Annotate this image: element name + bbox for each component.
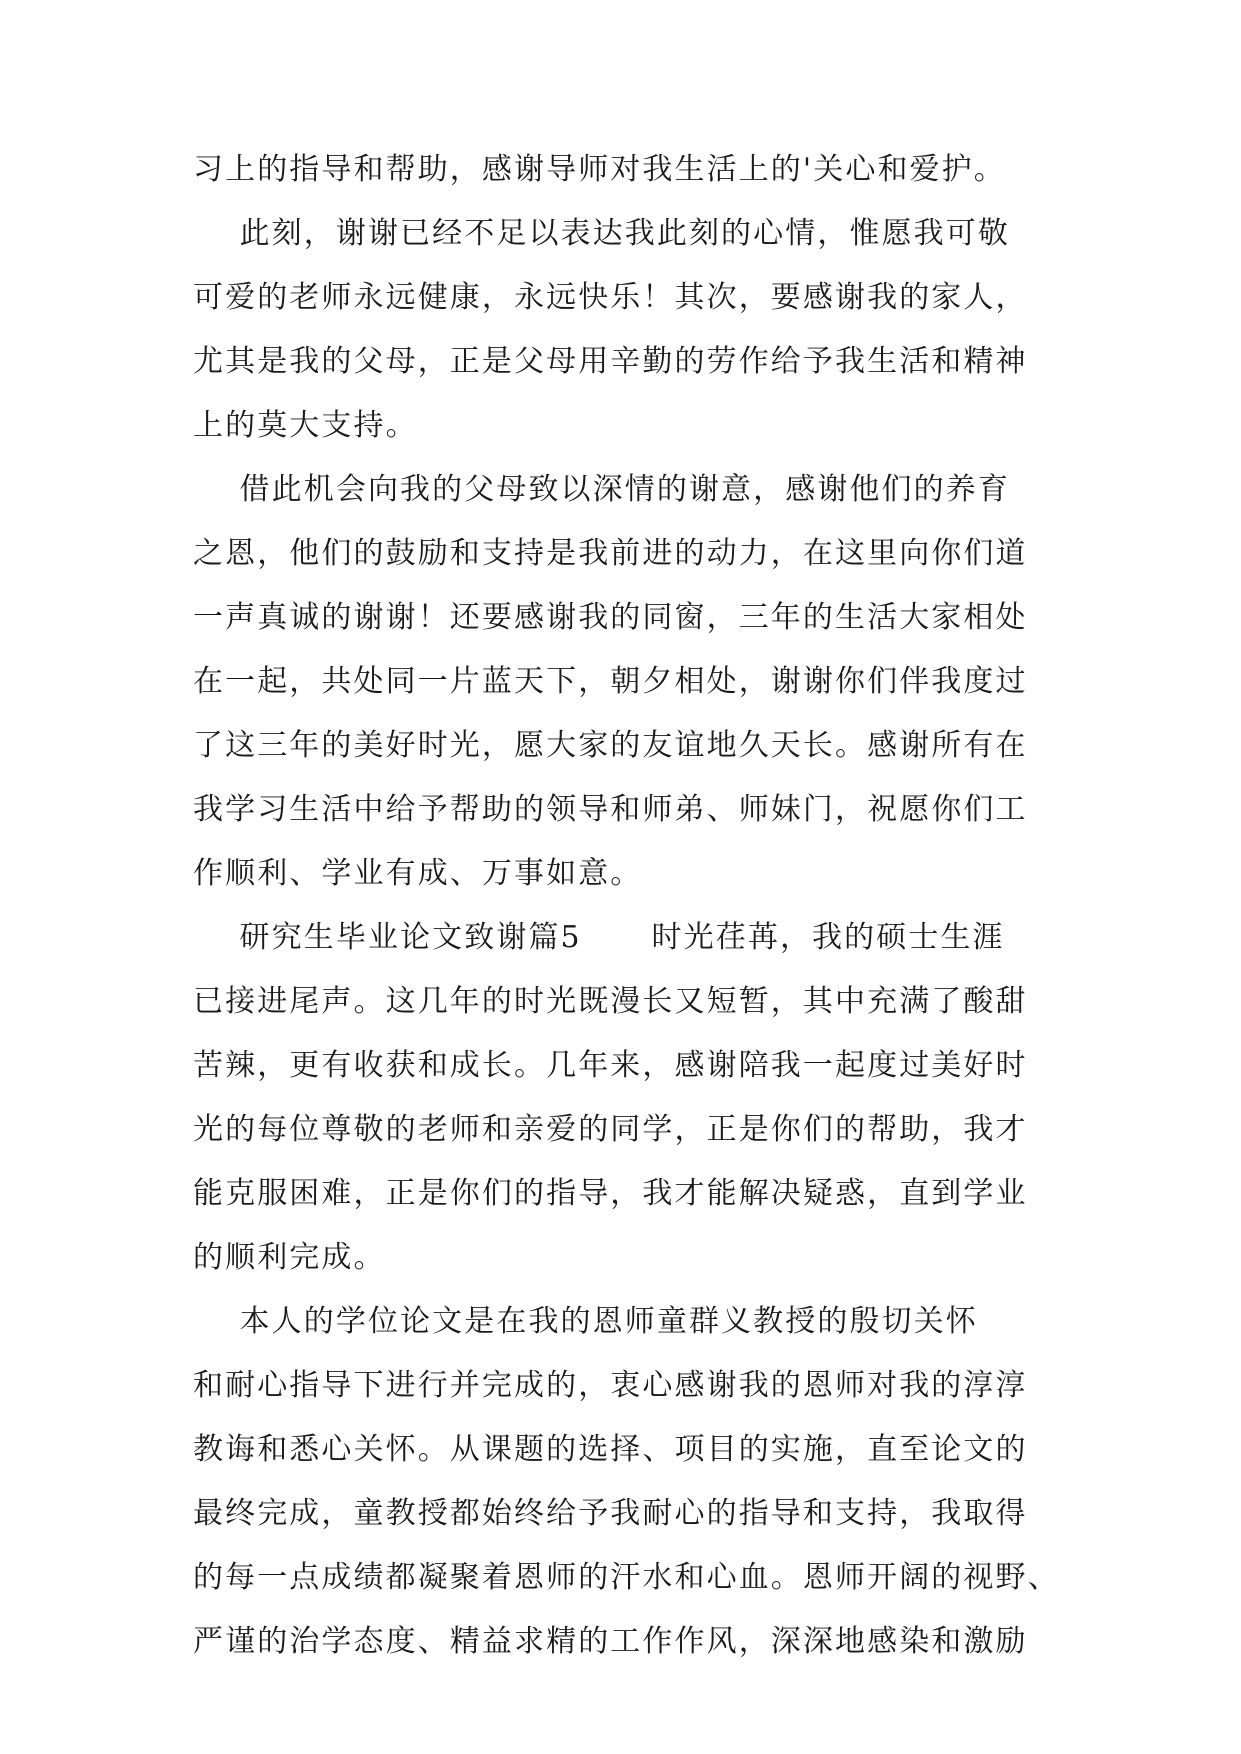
text-line: 已接进尾声。这几年的时光既漫长又短暂，其中充满了酸甜 bbox=[193, 984, 1028, 1019]
text-line: 光的每位尊敬的老师和亲爱的同学，正是你们的帮助，我才 bbox=[193, 1112, 1028, 1147]
text-line: 此刻，谢谢已经不足以表达我此刻的心情，惟愿我可敬 bbox=[193, 216, 1010, 251]
text-line: 了这三年的美好时光，愿大家的友谊地久天长。感谢所有在 bbox=[193, 728, 1028, 763]
text-line: 尤其是我的父母，正是父母用辛勤的劳作给予我生活和精神 bbox=[193, 344, 1028, 379]
text-line: 能克服困难，正是你们的指导，我才能解决疑惑，直到学业 bbox=[193, 1176, 1028, 1211]
text-line: 我学习生活中给予帮助的领导和师弟、师妹门，祝愿你们工 bbox=[193, 792, 1028, 827]
text-line: 教诲和悉心关怀。从课题的选择、项目的实施，直至论文的 bbox=[193, 1432, 1028, 1467]
text-line: 本人的学位论文是在我的恩师童群义教授的殷切关怀 bbox=[193, 1304, 978, 1339]
text-line: 最终完成，童教授都始终给予我耐心的指导和支持，我取得 bbox=[193, 1496, 1028, 1531]
text-line: 作顺利、学业有成、万事如意。 bbox=[193, 856, 643, 891]
text-line: 研究生毕业论文致谢篇5 时光荏苒，我的硕士生涯 bbox=[193, 920, 1005, 955]
text-line: 苦辣，更有收获和成长。几年来，感谢陪我一起度过美好时 bbox=[193, 1048, 1028, 1083]
text-line: 借此机会向我的父母致以深情的谢意，感谢他们的养育 bbox=[193, 472, 1010, 507]
text-line: 可爱的老师永远健康，永远快乐！其次，要感谢我的家人， bbox=[193, 280, 1028, 315]
text-line: 习上的指导和帮助，感谢导师对我生活上的'关心和爱护。 bbox=[193, 152, 1006, 187]
text-line: 严谨的治学态度、精益求精的工作作风，深深地感染和激励 bbox=[193, 1624, 1028, 1659]
text-line: 在一起，共处同一片蓝天下，朝夕相处，谢谢你们伴我度过 bbox=[193, 664, 1028, 699]
text-line: 上的莫大支持。 bbox=[193, 408, 418, 443]
text-line: 和耐心指导下进行并完成的，衷心感谢我的恩师对我的淳淳 bbox=[193, 1368, 1028, 1403]
text-line: 的每一点成绩都凝聚着恩师的汗水和心血。恩师开阔的视野、 bbox=[193, 1560, 1060, 1595]
text-line: 之恩，他们的鼓励和支持是我前进的动力，在这里向你们道 bbox=[193, 536, 1028, 571]
text-line: 一声真诚的谢谢！还要感谢我的同窗，三年的生活大家相处 bbox=[193, 600, 1028, 635]
text-line: 的顺利完成。 bbox=[193, 1240, 386, 1275]
